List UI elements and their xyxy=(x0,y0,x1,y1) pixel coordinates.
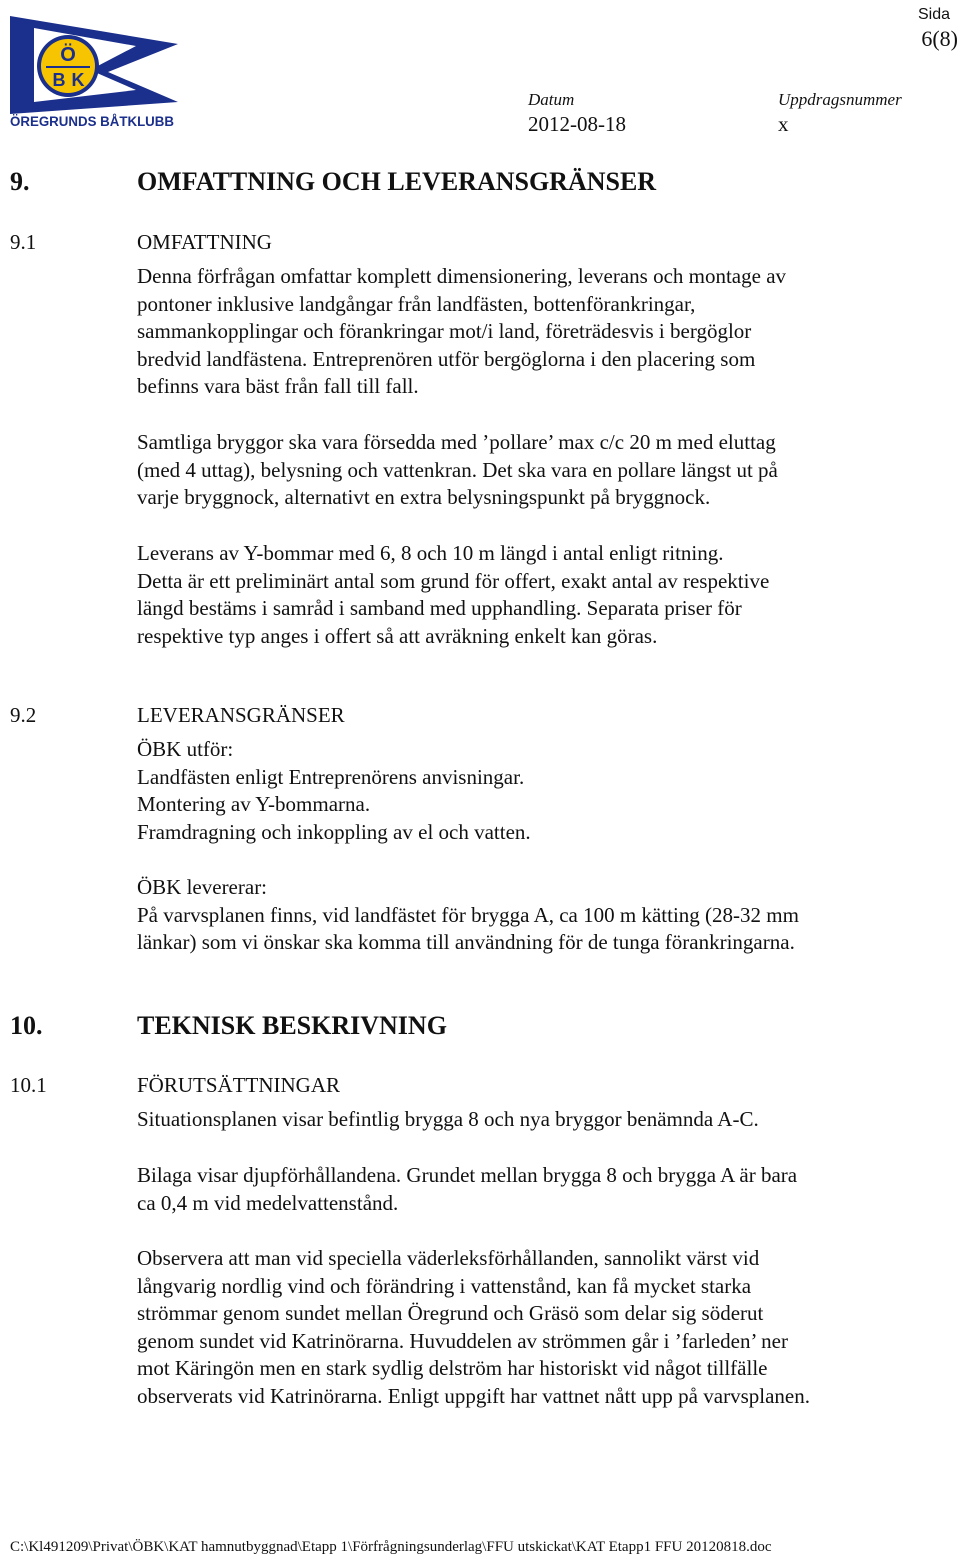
logo-letter-b: B xyxy=(52,70,66,90)
section-10-number: 10. xyxy=(10,1011,43,1040)
section-9-1-number: 9.1 xyxy=(10,230,37,254)
paragraph-depth xyxy=(137,1162,937,1217)
burgee-flag-icon xyxy=(10,16,178,114)
text-line: Framdragning och inkoppling av el och vatten. xyxy=(137,819,531,844)
club-logo xyxy=(8,14,180,132)
section-10-1-title: FÖRUTSÄTTNINGAR xyxy=(137,1073,341,1097)
text-line: Samtliga bryggor ska vara försedda med ’pollare’ max c/c 20 m med eluttag xyxy=(137,430,776,454)
text-line: Situationsplanen visar befintlig brygga 8 och nya bryggor benämnda A-C. xyxy=(137,1107,759,1131)
assignment-number-value: x xyxy=(778,112,789,136)
text-line: befinns vara bäst från fall till fall. xyxy=(137,374,419,399)
section-9-2-title: LEVERANSGRÄNSER xyxy=(137,703,345,727)
section-9-2-number: 9.2 xyxy=(10,703,37,727)
paragraph-bollards xyxy=(137,429,937,512)
text-line: ca 0,4 m vid medelvattenstånd. xyxy=(137,1190,399,1215)
paragraph-y-booms xyxy=(137,540,937,650)
section-9-number: 9. xyxy=(10,167,30,196)
text-line: (med 4 uttag), belysning och vattenkran. Det ska vara en pollare längst ut på xyxy=(137,457,778,482)
text-line: Observera att man vid speciella väderleksförhållanden, sannolikt värst vid xyxy=(137,1246,760,1270)
text-line: respektive typ anges i offert så att avräkning enkelt kan göras. xyxy=(137,623,658,648)
text-line: genom sundet vid Katrinörarna. Huvuddelen av strömmen går i ’farleden’ ner xyxy=(137,1328,788,1353)
paragraph-scope xyxy=(137,263,937,401)
page-label: Sida xyxy=(917,6,950,23)
logo-club-name: ÖREGRUNDS BÅTKLUBB xyxy=(10,114,175,129)
text-line: observerats vid Katrinörarna. Enligt uppgift har vattnet nått upp på varvsplanen. xyxy=(137,1383,810,1408)
section-10-title: TEKNISK BESKRIVNING xyxy=(137,1011,447,1040)
assignment-number-label: Uppdragsnummer xyxy=(778,90,902,109)
text-line: Landfästen enligt Entreprenörens anvisningar. xyxy=(137,764,525,789)
text-line: varje bryggnock, alternativt en extra belysningspunkt på bryggnock. xyxy=(137,485,711,510)
text-line: bredvid landfästena. Entreprenören utför bergöglorna i den placering som xyxy=(137,346,756,371)
paragraph-obk-performs xyxy=(137,736,937,846)
text-line: På varvsplanen finns, vid landfästet för brygga A, ca 100 m kätting (28-32 mm xyxy=(137,902,799,927)
text-line: långvarig nordlig vind och förändring i vattenstånd, kan få mycket starka xyxy=(137,1273,752,1298)
text-line: Bilaga visar djupförhållandena. Grundet mellan brygga 8 och brygga A är bara xyxy=(137,1163,798,1187)
text-line: Montering av Y-bommarna. xyxy=(137,792,371,817)
text-line: sammankopplingar och förankringar mot/i land, företrädesvis i bergöglor xyxy=(137,319,752,344)
paragraph-site-plan xyxy=(137,1106,937,1134)
text-line: Denna förfrågan omfattar komplett dimensionering, leverans och montage av xyxy=(137,264,787,288)
date-label: Datum xyxy=(528,90,575,109)
text-line: strömmar genom sundet mellan Öregrund och Gräsö som delar sig söderut xyxy=(137,1301,764,1326)
section-10-1-number: 10.1 xyxy=(10,1073,47,1097)
text-line: längd bestäms i samråd i samband med upphandling. Separata priser för xyxy=(137,596,742,621)
section-9-title: OMFATTNING OCH LEVERANSGRÄNSER xyxy=(137,167,657,196)
section-9-1-title: OMFATTNING xyxy=(137,230,272,254)
page-number: 6(8) xyxy=(921,26,958,51)
text-line: Detta är ett preliminärt antal som grund för offert, exakt antal av respektive xyxy=(137,568,770,593)
logo-letter-k: K xyxy=(71,70,85,90)
paragraph-currents xyxy=(137,1245,937,1411)
text-line: mot Käringön men en stark sydlig delström har historiskt vid något tillfälle xyxy=(137,1356,768,1381)
text-line: ÖBK levererar: xyxy=(137,875,268,899)
text-line: pontoner inklusive landgångar från landfästen, bottenförankringar, xyxy=(137,291,696,316)
text-line: ÖBK utför: xyxy=(137,737,234,761)
text-line: Leverans av Y-bommar med 6, 8 och 10 m längd i antal enligt ritning. xyxy=(137,541,724,565)
footer-file-path: C:\Kl491209\Privat\ÖBK\KAT hamnutbyggnad\Etapp 1\Förfrågningsunderlag\FFU utskickat\KAT Etapp1 FFU 20120818.doc xyxy=(10,1539,772,1555)
date-value: 2012-08-18 xyxy=(528,112,626,136)
logo-letter-o: Ö xyxy=(60,44,76,66)
text-line: länkar) som vi önskar ska komma till användning för de tunga förankringarna. xyxy=(137,930,795,955)
paragraph-obk-delivers xyxy=(137,874,937,957)
